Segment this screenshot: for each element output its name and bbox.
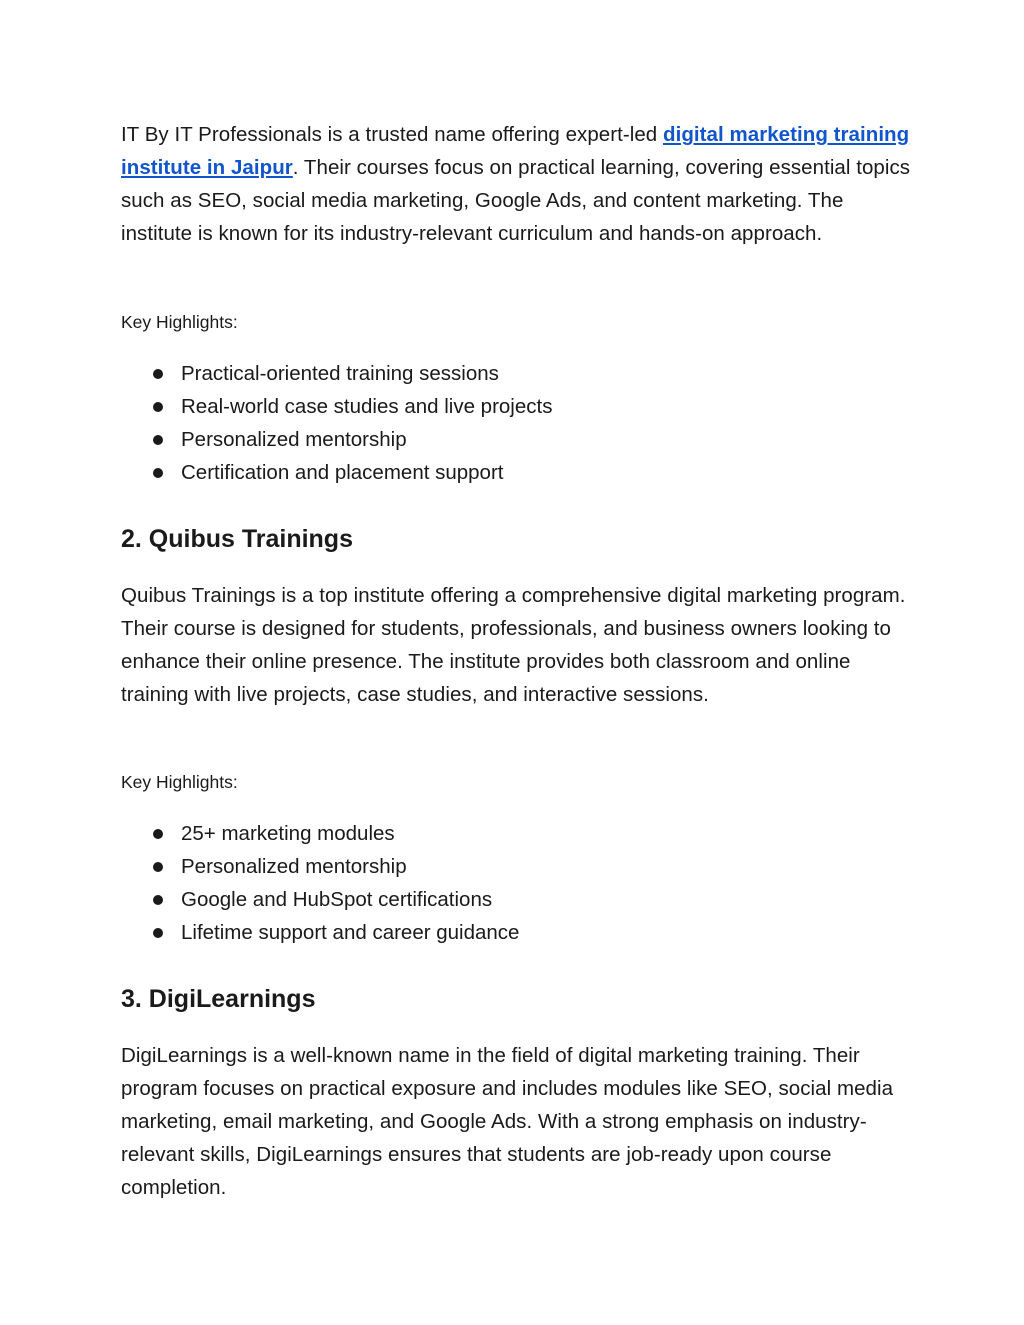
- bullet-icon: [153, 402, 163, 412]
- list-item: Google and HubSpot certifications: [121, 883, 911, 916]
- list-item: Certification and placement support: [121, 456, 911, 489]
- section-1: [121, 118, 911, 250]
- list-item: Lifetime support and career guidance: [121, 916, 911, 949]
- list-item: Real-world case studies and live projects: [121, 390, 911, 423]
- list-item: 25+ marketing modules: [121, 817, 911, 850]
- bullet-icon: [153, 435, 163, 445]
- key-highlights-label-1: Key Highlights:: [121, 312, 238, 332]
- section-2-paragraph: Quibus Trainings is a top institute offering a comprehensive digital marketing program. Their course is designed for students, professionals, and business owners looking to enhance their online presence. The institute provides both classroom and online training with live projects, case studies, and interactive sessions.: [121, 584, 906, 706]
- section-3-paragraph: DigiLearnings is a well-known name in the field of digital marketing training. Their program focuses on practical exposure and includes modules like SEO, social media marketing, email marketing, and Google Ads. With a strong emphasis on industry-relevant skills, DigiLearnings ensures that students are job-ready upon course completion.: [121, 1044, 894, 1199]
- intro-text-before: IT By IT Professionals is a trusted name offering expert-led: [121, 123, 664, 146]
- highlights-list-1: [121, 357, 911, 489]
- bullet-icon: [153, 862, 163, 872]
- bullet-icon: [153, 468, 163, 478]
- bullet-icon: [153, 369, 163, 379]
- list-item: Personalized mentorship: [121, 850, 911, 883]
- section-3-heading: 3. DigiLearnings: [121, 985, 316, 1013]
- key-highlights-label-2: Key Highlights:: [121, 772, 238, 792]
- bullet-icon: [153, 829, 163, 839]
- bullet-icon: [153, 928, 163, 938]
- intro-text-after: . Their courses focus on practical learning, covering essential topics such as SEO, social media marketing, Google Ads, and content marketing. The institute is known for its industry-relevant curriculum and hands-on approach.: [121, 156, 911, 245]
- digital-marketing-institute-link[interactable]: digital marketing training institute in Jaipur: [121, 123, 910, 179]
- list-item: Personalized mentorship: [121, 423, 911, 456]
- bullet-icon: [153, 895, 163, 905]
- list-item: Practical-oriented training sessions: [121, 357, 911, 390]
- intro-paragraph: [121, 118, 911, 250]
- highlights-list-2: [121, 817, 911, 949]
- section-2-heading: 2. Quibus Trainings: [121, 525, 353, 553]
